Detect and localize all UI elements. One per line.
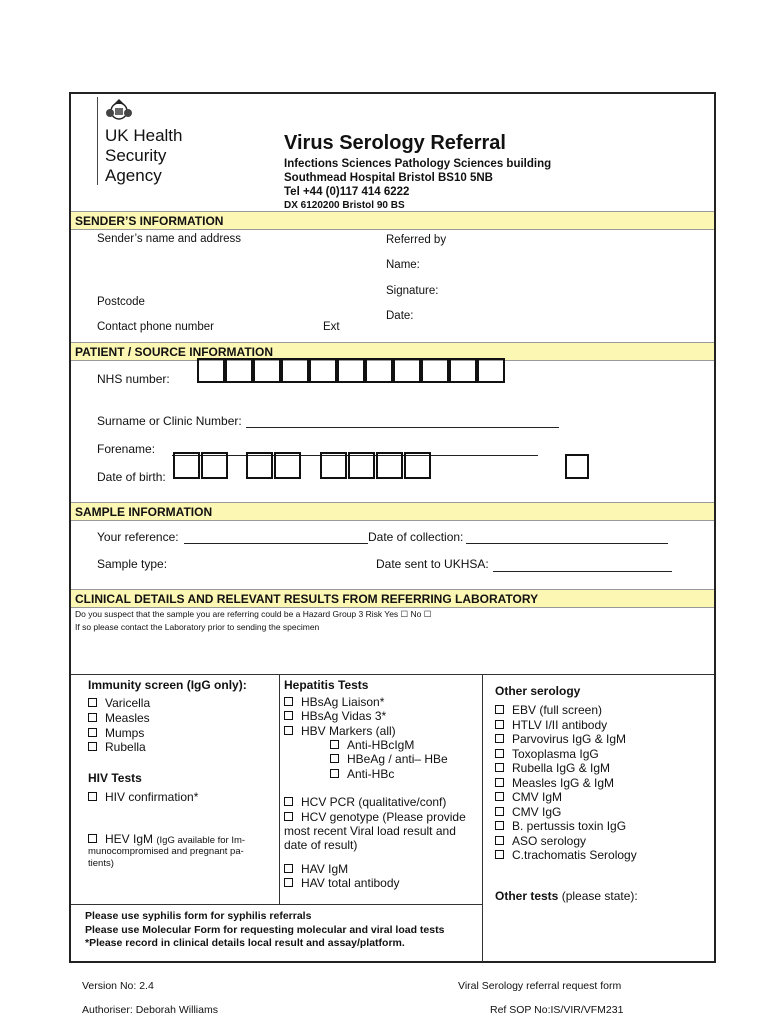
item-label: B. pertussis toxin IgG bbox=[512, 819, 627, 833]
signature-label: Signature: bbox=[386, 285, 439, 297]
immunity-item-rubella[interactable] bbox=[88, 740, 146, 754]
hbsag-vidas-item[interactable] bbox=[284, 709, 386, 723]
dob-day-box[interactable] bbox=[173, 452, 200, 479]
date-of-collection-label: Date of collection: bbox=[368, 530, 464, 544]
checkbox[interactable] bbox=[88, 742, 97, 751]
version-number: Version No: 2.4 bbox=[82, 980, 154, 992]
checkbox[interactable] bbox=[284, 864, 293, 873]
referrer-name-label: Name: bbox=[386, 259, 420, 271]
nhs-digit-box[interactable] bbox=[281, 358, 309, 383]
item-label: Varicella bbox=[105, 696, 151, 710]
nhs-digit-box[interactable] bbox=[477, 358, 505, 383]
other-serology-title: Other serology bbox=[495, 684, 581, 698]
hcv-genotype-note: date of result) bbox=[284, 838, 358, 852]
other-serology-item[interactable] bbox=[495, 718, 607, 732]
sender-name-address-label: Sender’s name and address bbox=[97, 233, 242, 245]
other-tests-bold: Other tests bbox=[495, 889, 559, 903]
hev-igm-item[interactable] bbox=[88, 832, 245, 846]
checkbox[interactable] bbox=[495, 720, 504, 729]
hev-note: tients) bbox=[88, 858, 114, 869]
item-label: C.trachomatis Serology bbox=[512, 848, 637, 862]
checkbox[interactable] bbox=[284, 797, 293, 806]
checkbox[interactable] bbox=[495, 705, 504, 714]
immunity-item-mumps[interactable] bbox=[88, 726, 144, 740]
hbv-markers-item[interactable] bbox=[284, 724, 396, 738]
nhs-digit-box[interactable] bbox=[337, 358, 365, 383]
item-label: ASO serology bbox=[512, 833, 587, 848]
patient-section-heading: PATIENT / SOURCE INFORMATION bbox=[71, 342, 714, 361]
logo-text bbox=[105, 126, 182, 186]
item-label: HCV PCR (qualitative/conf) bbox=[301, 795, 447, 809]
item-label: EBV (full screen) bbox=[512, 703, 603, 717]
item-label: Measles bbox=[105, 711, 150, 725]
hiv-confirmation-item[interactable] bbox=[88, 790, 198, 804]
address-line: Southmead Hospital Bristol BS10 5NB bbox=[284, 172, 493, 184]
checkbox[interactable] bbox=[495, 836, 504, 845]
item-label: HEV IgM bbox=[105, 832, 154, 846]
hazard-question: Do you suspect that the sample you are referring could be a Hazard Group 3 Risk Yes ☐ No ☐ bbox=[75, 609, 432, 619]
other-serology-item[interactable] bbox=[495, 703, 602, 717]
hev-note: munocompromised and pregnant pa- bbox=[88, 846, 244, 857]
checkbox[interactable] bbox=[284, 812, 293, 821]
note-line: *Please record in clinical details local result and assay/platform. bbox=[85, 937, 405, 949]
hepatitis-title: Hepatitis Tests bbox=[284, 678, 369, 692]
checkbox[interactable] bbox=[495, 734, 504, 743]
other-serology-item[interactable] bbox=[495, 747, 599, 761]
checkbox[interactable] bbox=[284, 711, 293, 720]
checkbox[interactable] bbox=[495, 778, 504, 787]
logo-line: UK Health bbox=[105, 126, 183, 145]
nhs-digit-box[interactable] bbox=[421, 358, 449, 383]
hav-total-item[interactable] bbox=[284, 876, 400, 890]
anti-hbcigm-item[interactable] bbox=[330, 738, 414, 752]
nhs-digit-box[interactable] bbox=[197, 358, 225, 383]
other-serology-item[interactable] bbox=[495, 761, 610, 775]
other-tests-rest: (please state): bbox=[558, 889, 638, 903]
nhs-digit-box[interactable] bbox=[393, 358, 421, 383]
immunity-item-measles[interactable] bbox=[88, 711, 150, 725]
surname-label: Surname or Clinic Number: bbox=[97, 414, 242, 428]
surname-input[interactable] bbox=[246, 427, 559, 428]
checkbox[interactable] bbox=[284, 726, 293, 735]
crest-logo bbox=[104, 97, 134, 123]
checkbox[interactable] bbox=[284, 697, 293, 706]
item-label: HAV total antibody bbox=[301, 876, 400, 890]
checkbox[interactable] bbox=[495, 763, 504, 772]
nhs-digit-box[interactable] bbox=[253, 358, 281, 383]
item-label: Anti-HBcIgM bbox=[347, 738, 415, 752]
nhs-digit-box[interactable] bbox=[365, 358, 393, 383]
item-label: Mumps bbox=[105, 726, 145, 740]
hbsag-liaison-item[interactable] bbox=[284, 695, 384, 709]
other-serology-item[interactable] bbox=[495, 819, 626, 833]
hiv-title: HIV Tests bbox=[88, 771, 142, 785]
referred-by-label: Referred by bbox=[386, 234, 447, 246]
item-label: CMV IgM bbox=[512, 790, 563, 804]
checkbox[interactable] bbox=[495, 821, 504, 830]
other-serology-item[interactable] bbox=[495, 732, 626, 746]
dob-year-box[interactable] bbox=[348, 452, 375, 479]
hev-note: (IgG available for Im- bbox=[156, 835, 246, 846]
dob-year-box[interactable] bbox=[404, 452, 431, 479]
checkbox[interactable] bbox=[88, 728, 97, 737]
notes-top-line bbox=[71, 904, 482, 905]
item-label: Rubella bbox=[105, 740, 146, 754]
immunity-item-varicella[interactable] bbox=[88, 696, 150, 710]
dob-month-box[interactable] bbox=[246, 452, 273, 479]
checkbox[interactable] bbox=[330, 754, 339, 763]
nhs-digit-box[interactable] bbox=[449, 358, 477, 383]
note-line: Please use syphilis form for syphilis referrals bbox=[85, 910, 312, 922]
item-label: HCV genotype (Please provide bbox=[301, 810, 466, 824]
dob-day-box[interactable] bbox=[201, 452, 228, 479]
sample-section-heading: SAMPLE INFORMATION bbox=[71, 502, 714, 521]
item-label: Rubella IgG & IgM bbox=[512, 761, 611, 775]
tests-top-line bbox=[71, 674, 714, 675]
logo-divider bbox=[97, 97, 98, 185]
logo-line: Security bbox=[105, 146, 167, 165]
hcv-genotype-note: most recent Viral load result and bbox=[284, 824, 456, 838]
date-sent-label: Date sent to UKHSA: bbox=[376, 557, 489, 571]
authoriser: Authoriser: Deborah Williams bbox=[82, 1004, 218, 1016]
dob-year-box[interactable] bbox=[320, 452, 347, 479]
item-label: HAV IgM bbox=[301, 862, 349, 876]
checkbox[interactable] bbox=[88, 713, 97, 722]
dob-month-box[interactable] bbox=[274, 452, 301, 479]
checkbox[interactable] bbox=[495, 807, 504, 816]
checkbox[interactable] bbox=[88, 792, 97, 801]
forename-label: Forename: bbox=[97, 442, 156, 456]
item-label: Toxoplasma IgG bbox=[512, 746, 599, 761]
lab-address bbox=[284, 157, 551, 213]
lab-dx: DX 6120200 Bristol 90 BS bbox=[284, 200, 405, 211]
other-serology-item[interactable] bbox=[495, 776, 614, 790]
checkbox[interactable] bbox=[284, 878, 293, 887]
lab-phone: Tel +44 (0)117 414 6222 bbox=[284, 186, 410, 198]
nhs-digit-box[interactable] bbox=[225, 358, 253, 383]
item-label: HBsAg Liaison* bbox=[301, 695, 385, 709]
hav-igm-item[interactable] bbox=[284, 862, 348, 876]
checkbox[interactable] bbox=[88, 834, 97, 843]
ext-label: Ext bbox=[323, 321, 340, 333]
tests-divider-2 bbox=[482, 674, 483, 962]
clinical-section-heading: CLINICAL DETAILS AND RELEVANT RESULTS FROM REFERRING LABORATORY bbox=[71, 589, 714, 608]
hbeag-item[interactable] bbox=[330, 752, 448, 766]
postcode-label: Postcode bbox=[97, 296, 145, 308]
anti-hbc-item[interactable] bbox=[330, 767, 394, 781]
checkbox[interactable] bbox=[330, 769, 339, 778]
note-line: Please use Molecular Form for requesting molecular and viral load tests bbox=[85, 923, 445, 936]
item-label: HBsAg Vidas 3* bbox=[301, 709, 387, 723]
other-serology-item[interactable] bbox=[495, 790, 562, 804]
item-label: Parvovirus IgG & IgM bbox=[512, 732, 627, 746]
item-label: Anti-HBc bbox=[347, 767, 395, 781]
item-label: Measles IgG & IgM bbox=[512, 775, 615, 790]
item-label: HBeAg / anti– HBe bbox=[347, 752, 448, 766]
sender-section-heading: SENDER’S INFORMATION bbox=[71, 211, 714, 230]
hazard-contact-note: If so please contact the Laboratory prior to sending the specimen bbox=[75, 622, 320, 632]
page-title: Virus Serology Referral bbox=[284, 132, 506, 154]
date-sent-input[interactable] bbox=[493, 571, 672, 572]
tests-divider-1 bbox=[279, 674, 280, 904]
extra-box[interactable] bbox=[565, 454, 589, 479]
form-name: Viral Serology referral request form bbox=[458, 980, 622, 992]
hcv-pcr-item[interactable] bbox=[284, 795, 446, 809]
nhs-digit-box[interactable] bbox=[309, 358, 337, 383]
date-label: Date: bbox=[386, 310, 414, 322]
item-label: HTLV I/II antibody bbox=[512, 717, 608, 732]
date-of-collection-input[interactable] bbox=[466, 543, 668, 544]
contact-phone-label: Contact phone number bbox=[97, 321, 214, 333]
dob-label: Date of birth: bbox=[97, 470, 166, 484]
sample-type-label: Sample type: bbox=[97, 557, 168, 571]
other-serology-item[interactable] bbox=[495, 805, 561, 819]
your-reference-label: Your reference: bbox=[97, 530, 179, 544]
address-line: Infections Sciences Pathology Sciences building bbox=[284, 158, 552, 170]
your-reference-input[interactable] bbox=[184, 543, 368, 544]
dob-year-box[interactable] bbox=[376, 452, 403, 479]
logo-line: Agency bbox=[105, 166, 162, 185]
checkbox[interactable] bbox=[330, 740, 339, 749]
nhs-number-label: NHS number: bbox=[97, 372, 170, 386]
item-label: HBV Markers (all) bbox=[301, 724, 396, 738]
checkbox[interactable] bbox=[495, 850, 504, 859]
other-serology-item[interactable] bbox=[495, 834, 586, 848]
item-label: CMV IgG bbox=[512, 804, 562, 819]
notes-block bbox=[85, 910, 444, 951]
hcv-genotype-item[interactable] bbox=[284, 810, 466, 824]
item-label: HIV confirmation* bbox=[105, 790, 199, 804]
other-serology-item[interactable] bbox=[495, 848, 637, 862]
immunity-title: Immunity screen (IgG only): bbox=[88, 678, 247, 692]
checkbox[interactable] bbox=[88, 698, 97, 707]
checkbox[interactable] bbox=[495, 749, 504, 758]
checkbox[interactable] bbox=[495, 792, 504, 801]
other-tests-label bbox=[495, 889, 638, 903]
sop-ref: Ref SOP No:IS/VIR/VFM231 bbox=[490, 1004, 624, 1016]
